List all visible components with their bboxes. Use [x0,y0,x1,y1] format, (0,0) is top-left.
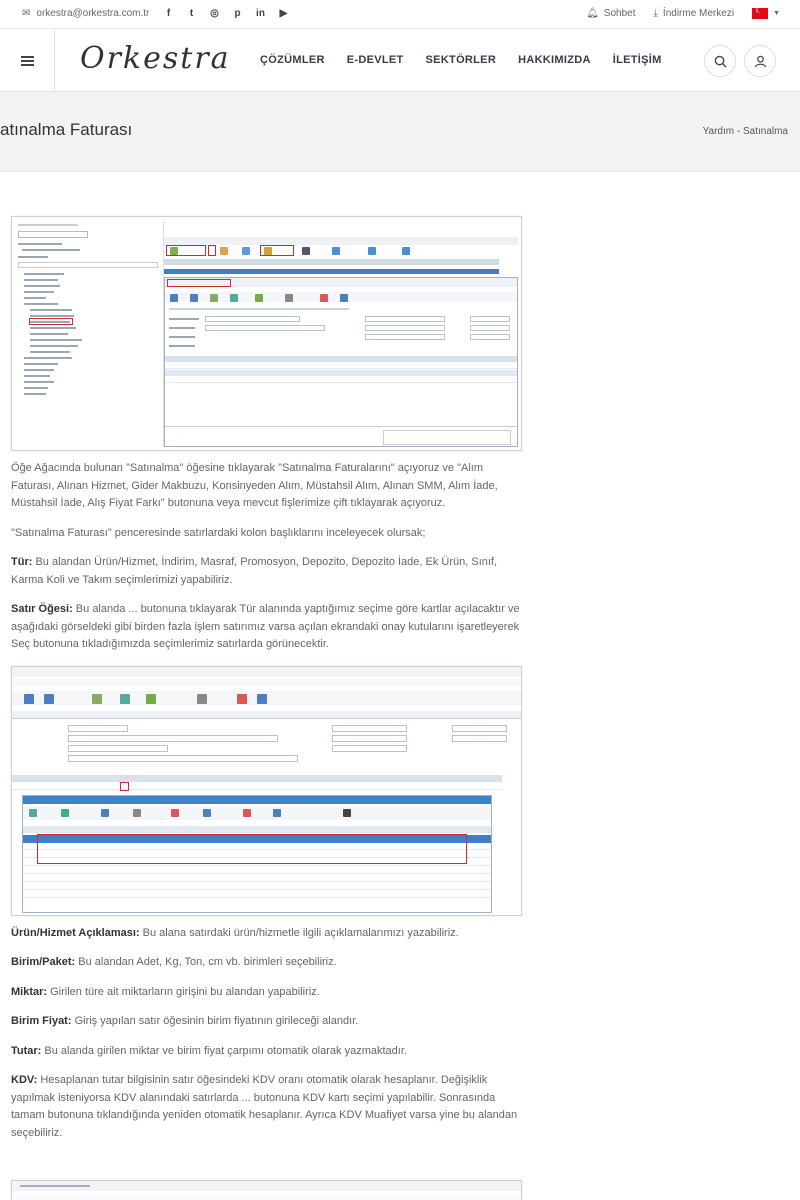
turkey-flag-icon [752,8,768,19]
chat-label: Sohbet [603,8,636,19]
paragraph-tur [11,554,523,589]
nav-e-devlet[interactable]: E-DEVLET [346,54,404,66]
text-miktar: Girilen türe ait miktarların girişini bu alandan yapabiliriz. [47,985,320,998]
label-urun-hizmet: Ürün/Hizmet Açıklaması: [11,926,140,939]
paragraph-satir-ogesi [11,601,523,654]
bell-icon: 🔔︎ [586,8,599,19]
paragraph-kdv [11,1072,523,1142]
email-link[interactable] [22,8,149,19]
nav-cozumler[interactable]: ÇÖZÜMLER [260,54,325,66]
user-button[interactable] [744,45,776,77]
main-header [0,29,800,92]
pinterest-icon[interactable]: p [234,8,241,19]
downloads-label: İndirme Merkezi [662,8,735,19]
caret-down-icon: ▼ [773,10,780,17]
label-birim-paket: Birim/Paket: [11,956,76,968]
menu-button[interactable] [0,29,55,92]
hamburger-icon [21,60,34,62]
page-title-band [0,92,800,172]
text-tur: Bu alandan Ürün/Hizmet, İndirim, Masraf, Promosyon, Depozito, Depozito İade, Ek Ürün, Sınıf, Karma Koli ve Takım seçimlerimizi yapabiliriz. [11,556,498,586]
screenshot-satinalma-list [11,216,522,451]
breadcrumb[interactable]: Yardım - Satınalma [702,126,788,137]
paragraph-birim-fiyat [11,1013,523,1031]
page-title: atınalma Faturası [0,120,133,139]
youtube-icon[interactable]: ▶ [279,8,288,19]
download-icon: ⤓ [653,8,658,19]
paragraph-tutar [11,1043,523,1061]
facebook-icon[interactable]: f [166,8,171,19]
paragraph-urun-hizmet [11,925,523,943]
label-birim-fiyat: Birim Fiyat: [11,1015,72,1027]
envelope-icon: ✉ [22,8,31,19]
search-button[interactable] [704,45,736,77]
instagram-icon[interactable]: ◎ [210,8,219,19]
user-icon [754,55,767,68]
paragraph-birim-paket [11,954,523,972]
text-satir-ogesi: Bu alanda ... butonuna tıklayarak Tür alanında yaptığımız seçime göre kartlar açılacaktır ve aşağıdaki görseldeki gibi birden fazla işlem satırımız varsa açılan ekrandaki onay kutularını işaretleyerek Seç butonuna tıkladığımızda seçimlerimiz satırlarda görünecektir. [11,603,520,650]
paragraph-columns-intro: "Satınalma Faturası" penceresinde satırlardaki kolon başlıklarını inceleyecek olursak; [11,526,426,539]
twitter-icon[interactable]: t [189,8,194,19]
label-satir-ogesi: Satır Öğesi: [11,603,73,615]
linkedin-icon[interactable]: in [256,8,265,19]
social-links [162,7,290,20]
language-selector[interactable] [752,8,780,19]
paragraph-intro: Öğe Ağacında bulunan "Satınalma" öğesine tıklayarak "Satınalma Faturalarını" açıyoruz ve "Alım Faturası, Alınan Hizmet, Gider Makbuzu, Konsinyeden Alım, Müstahsil Alım, Alınan SMM, Alım İade, Müstahsil İade, Alış Fiyat Farkı" butonuna veya mevcut fişlerimize çift tıklayarak açıyoruz. [11,462,498,509]
text-kdv: Hesaplanan tutar bilgisinin satır öğesindeki KDV oranı otomatik olarak hesaplanır. Değişiklik yapılmak isteniyorsa KDV alanındaki satırlarda ... butonuna KDV kartı seçimi yapılabilir. Sonrasında tamam butonuna tıklandığında yeniden otomatik hesaplanır. Ayrıca KDV Muafiyet varsa yine bu alandan seçebiliriz. [11,1074,518,1139]
logo[interactable]: Orkestra [80,41,231,76]
email-text: orkestra@orkestra.com.tr [36,8,150,19]
kart-secim-popup [22,795,492,913]
downloads-link[interactable] [654,8,735,19]
fatura-window [164,277,518,447]
text-birim-fiyat: Giriş yapılan satır öğesinin birim fiyatının girileceği alandır. [71,1015,359,1027]
label-tur: Tür: [11,556,33,568]
chat-link[interactable] [586,8,635,19]
label-kdv: KDV: [11,1074,38,1086]
tree-panel [16,221,164,447]
label-tutar: Tutar: [11,1044,42,1057]
text-tutar: Bu alanda girilen miktar ve birim fiyat çarpımı otomatik olarak yazmaktadır. [41,1044,407,1057]
screenshot-kdv [11,1180,522,1200]
text-birim-paket: Bu alandan Adet, Kg, Ton, cm vb. birimleri seçebiliriz. [75,956,337,968]
nav-sektorler[interactable]: SEKTÖRLER [425,54,497,66]
paragraph-miktar [11,984,523,1002]
article-content [11,216,523,1154]
main-nav [260,54,662,66]
nav-hakkimizda[interactable]: HAKKIMIZDA [518,54,591,66]
top-bar [0,0,800,29]
search-icon [714,55,727,68]
screenshot-kart-secim [11,666,522,916]
label-miktar: Miktar: [11,985,48,998]
text-urun-hizmet: Bu alana satırdaki ürün/hizmetle ilgili açıklamalarımızı yazabiliriz. [139,926,459,939]
nav-iletisim[interactable]: İLETİŞİM [612,54,662,66]
